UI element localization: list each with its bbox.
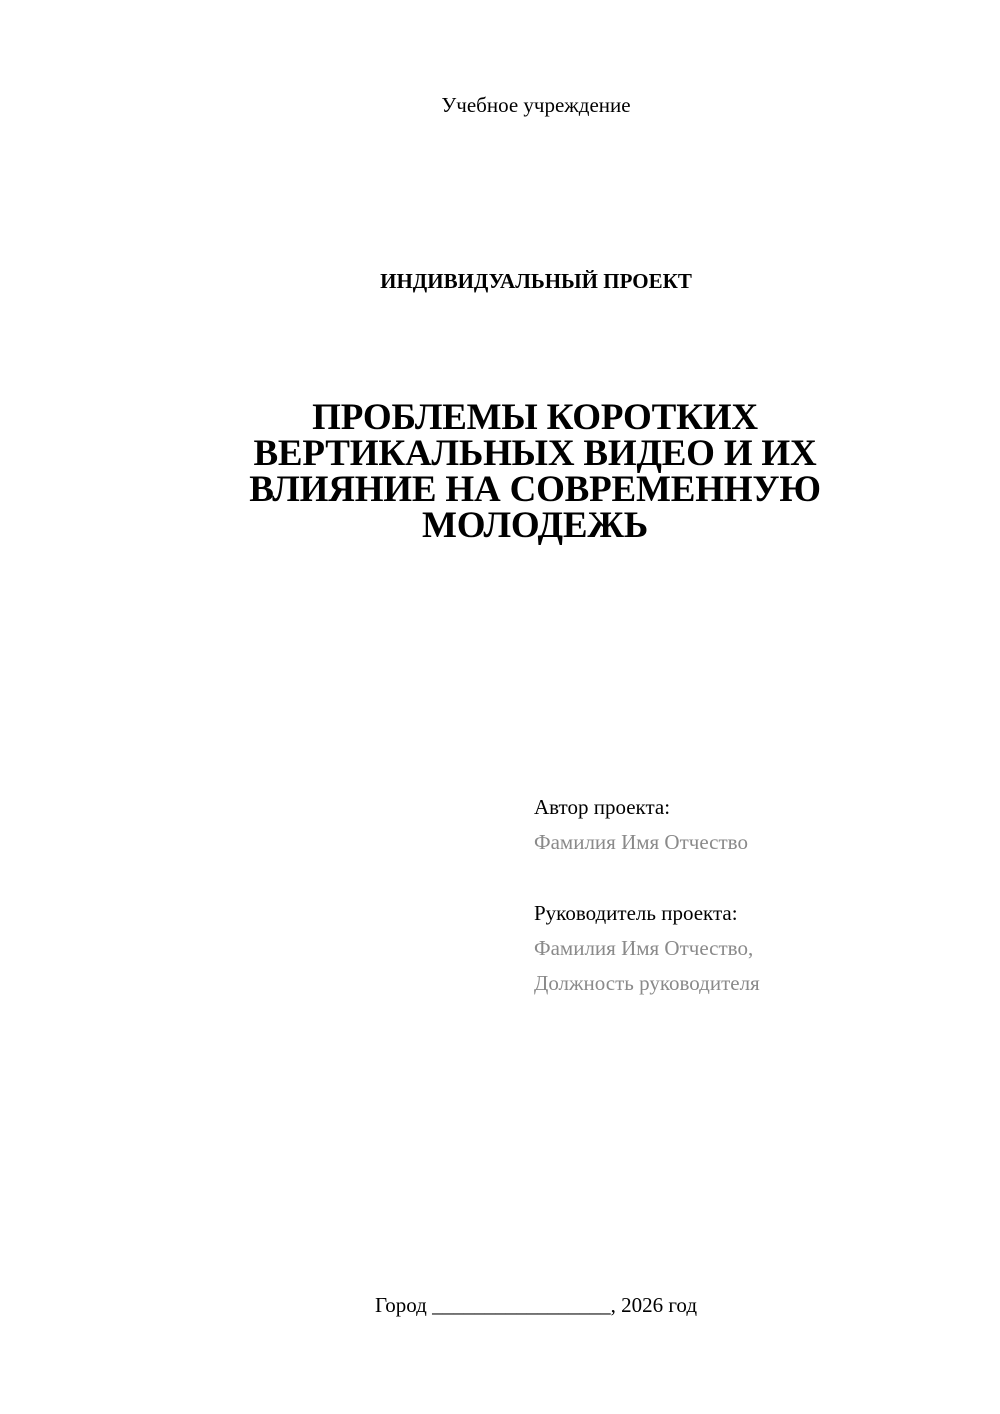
author-name: Фамилия Имя Отчество xyxy=(534,830,748,854)
project-title-line: ВЛИЯНИЕ НА СОВРЕМЕННУЮ xyxy=(249,469,821,510)
project-title-line: ПРОБЛЕМЫ КОРОТКИХ xyxy=(312,397,758,438)
author-label: Автор проекта: xyxy=(534,795,671,819)
project-title xyxy=(200,397,870,546)
credits-block xyxy=(534,790,974,1001)
credits-spacer xyxy=(534,860,974,896)
supervisor-label: Руководитель проекта: xyxy=(534,901,738,925)
project-title-line: ВЕРТИКАЛЬНЫХ ВИДЕО И ИХ xyxy=(253,433,817,474)
institution-name: Учебное учреждение xyxy=(441,93,631,117)
project-title-line: МОЛОДЕЖЬ xyxy=(422,505,648,546)
supervisor-name: Фамилия Имя Отчество, xyxy=(534,936,754,960)
city-year-line: Город _________________, 2026 год xyxy=(374,1293,698,1317)
supervisor-position: Должность руководителя xyxy=(534,971,760,995)
project-type-heading: ИНДИВИДУАЛЬНЫЙ ПРОЕКТ xyxy=(380,269,692,293)
